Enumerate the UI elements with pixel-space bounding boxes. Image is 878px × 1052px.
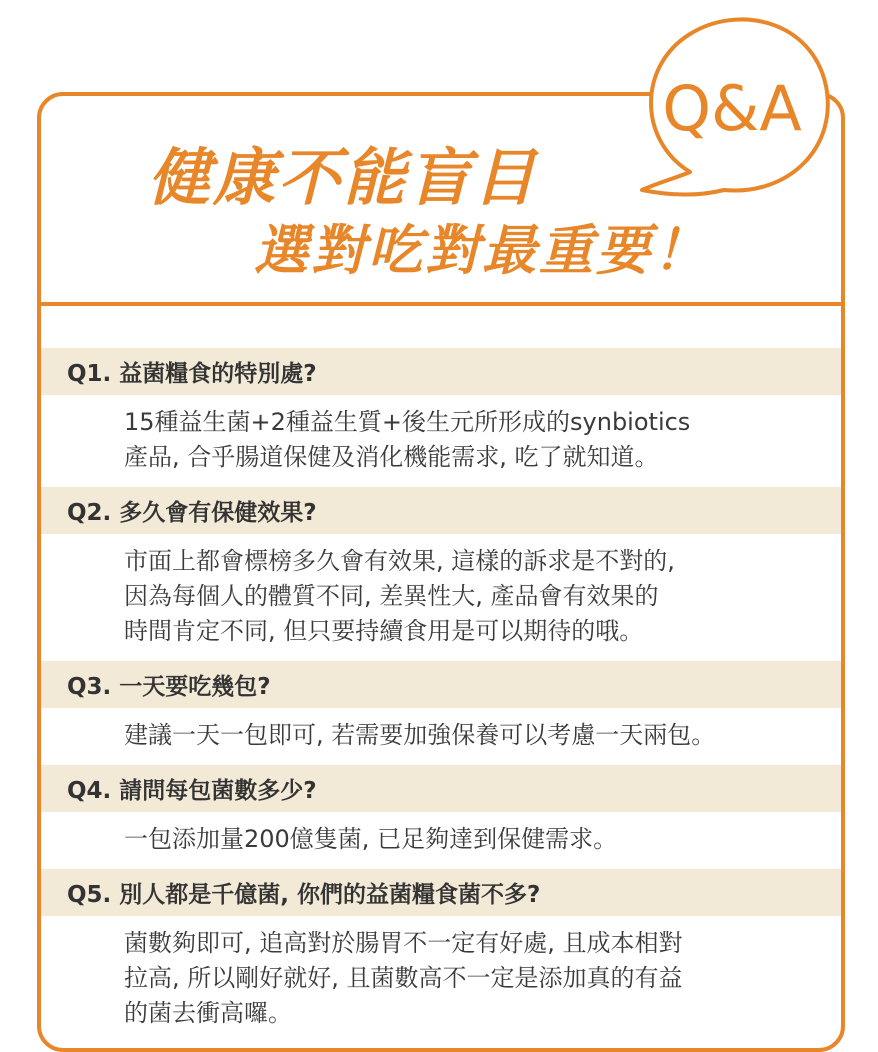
faq-question: Q4. 請問每包菌數多少? <box>41 765 841 812</box>
faq-item <box>41 348 841 487</box>
faq-item <box>41 661 841 765</box>
faq-question: Q1. 益菌糧食的特別處? <box>41 348 841 395</box>
faq-list <box>41 348 841 1043</box>
faq-answer: 15種益生菌+2種益生質+後生元所形成的synbiotics 產品, 合乎腸道保健及消化機能需求, 吃了就知道。 <box>124 408 691 471</box>
page-subtitle: 選對吃對最重要！ <box>254 218 710 282</box>
page-title: 健康不能盲目 <box>148 141 539 214</box>
faq-item <box>41 487 841 661</box>
qa-badge-text: Q&A <box>662 72 802 145</box>
faq-answer: 建議一天一包即可, 若需要加強保養可以考慮一天兩包。 <box>124 721 716 749</box>
header-divider <box>37 302 845 306</box>
faq-question: Q5. 別人都是千億菌, 你們的益菌糧食菌不多? <box>41 869 841 916</box>
faq-question: Q2. 多久會有保健效果? <box>41 487 841 534</box>
faq-question: Q3. 一天要吃幾包? <box>41 661 841 708</box>
faq-answer: 一包添加量200億隻菌, 已足夠達到保健需求。 <box>124 825 618 853</box>
faq-item <box>41 765 841 869</box>
faq-answer: 市面上都會標榜多久會有效果, 這樣的訴求是不對的, 因為每個人的體質不同, 差異性大, 產品會有效果的 時間肯定不同, 但只要持續食用是可以期待的哦。 <box>124 547 675 645</box>
faq-answer: 菌數夠即可, 追高對於腸胃不一定有好處, 且成本相對 拉高, 所以剛好就好, 且菌數高不一定是添加真的有益 的菌去衝高囉。 <box>124 929 683 1027</box>
faq-item <box>41 869 841 1043</box>
